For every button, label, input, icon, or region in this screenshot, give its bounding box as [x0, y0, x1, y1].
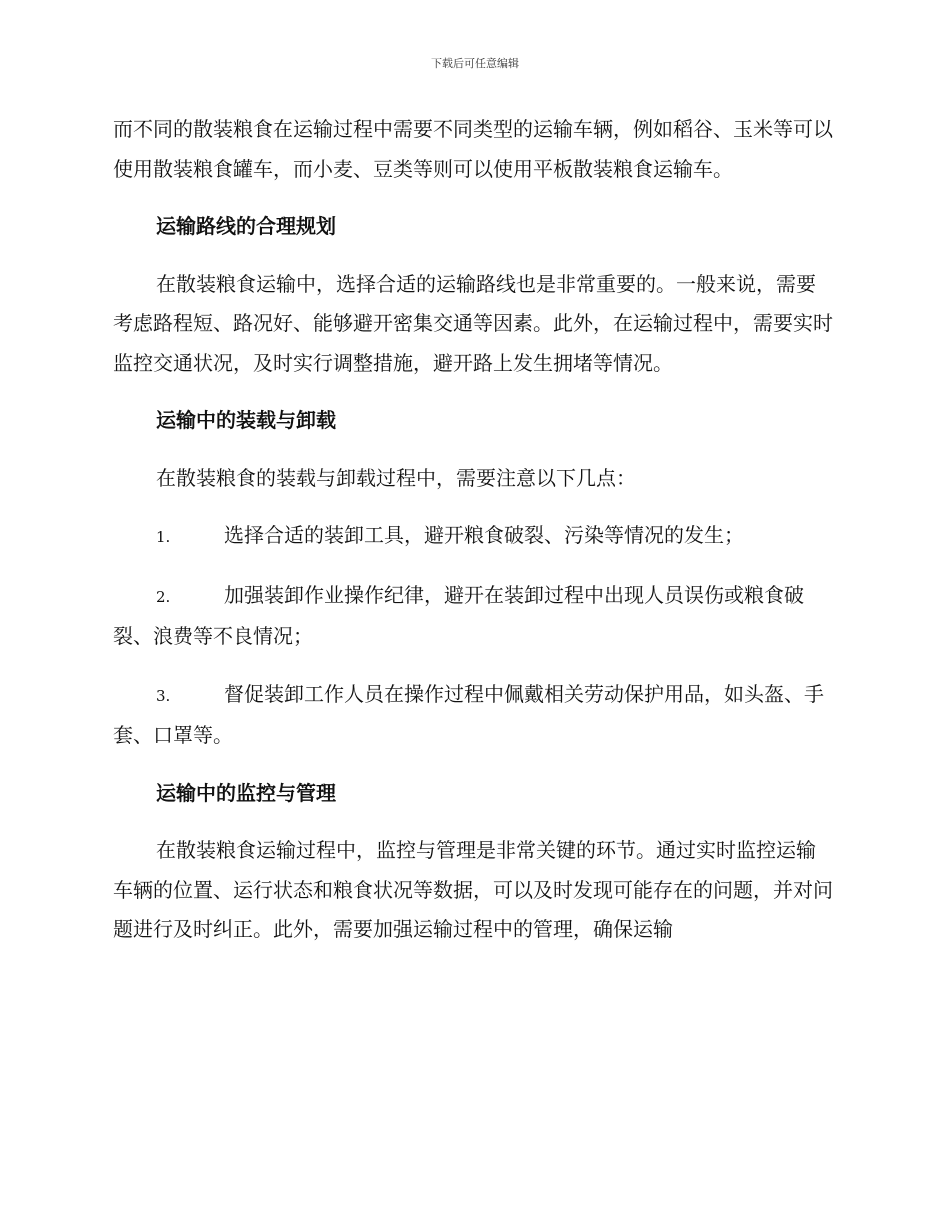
section-heading-loading: 运输中的装载与卸载 [156, 408, 336, 432]
list-item [113, 516, 833, 558]
loading-intro-paragraph: 在散装粮食的装载与卸载过程中，需要注意以下几点： [156, 465, 636, 490]
list-item-number: 1. [156, 528, 171, 546]
route-paragraph: 在散装粮食运输中，选择合适的运输路线也是非常重要的。一般来说，需要考虑路程短、路况好、能够避开密集交通等因素。此外，在运输过程中，需要实时监控交通状况，及时实行调整措施，避开路上发生拥堵等情况。 [113, 271, 833, 375]
list-item-number: 2. [156, 587, 171, 606]
list-item [113, 675, 833, 756]
list-item-text: 选择合适的装卸工具，避开粮食破裂、污染等情况的发生； [224, 523, 744, 547]
document-body [113, 110, 833, 968]
list-item-text: 加强装卸作业操作纪律，避开在装卸过程中出现人员误伤或粮食破裂、浪费等不良情况； [113, 582, 804, 648]
list-item-text: 督促装卸工作人员在操作过程中佩戴相关劳动保护用品，如头盔、手套、口罩等。 [113, 681, 824, 747]
page-header: 下载后可任意编辑 [431, 57, 519, 70]
list-item [113, 576, 833, 657]
monitor-paragraph: 在散装粮食运输过程中，监控与管理是非常关键的环节。通过实时监控运输车辆的位置、运行状态和粮食状况等数据，可以及时发现可能存在的问题，并对问题进行及时纠正。此外，需要加强运输过程中的管理，确保运输 [113, 838, 833, 941]
section-heading-monitor: 运输中的监控与管理 [156, 780, 336, 805]
section-heading-route: 运输路线的合理规划 [156, 214, 336, 238]
list-item-number: 3. [156, 686, 171, 705]
intro-paragraph: 而不同的散装粮食在运输过程中需要不同类型的运输车辆，例如稻谷、玉米等可以使用散装粮食罐车，而小麦、豆类等则可以使用平板散装粮食运输车。 [113, 117, 833, 181]
